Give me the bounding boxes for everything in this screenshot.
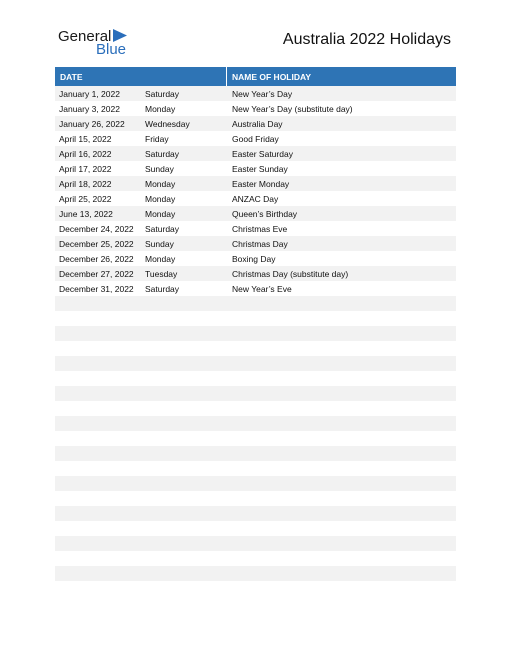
holiday-weekday: Sunday (145, 163, 174, 174)
holiday-name: Australia Day (232, 118, 283, 129)
holiday-weekday: Tuesday (145, 268, 178, 279)
empty-row (55, 356, 456, 371)
table-row (55, 191, 456, 206)
empty-row (55, 521, 456, 536)
holiday-date: April 17, 2022 (59, 163, 112, 174)
holiday-date: January 26, 2022 (59, 118, 125, 129)
empty-row (55, 536, 456, 551)
holiday-name: Easter Saturday (232, 148, 293, 159)
holiday-date: April 25, 2022 (59, 193, 112, 204)
holiday-weekday: Wednesday (145, 118, 190, 129)
holiday-weekday: Monday (145, 193, 176, 204)
holiday-name: Easter Sunday (232, 163, 288, 174)
header-holiday-name: NAME OF HOLIDAY (232, 71, 312, 82)
empty-row (55, 341, 456, 356)
table-body (55, 86, 456, 596)
holiday-weekday: Saturday (145, 283, 180, 294)
empty-row (55, 461, 456, 476)
empty-row (55, 401, 456, 416)
holiday-weekday: Monday (145, 208, 176, 219)
holiday-name: Christmas Day (substitute day) (232, 268, 349, 279)
holiday-name: ANZAC Day (232, 193, 279, 204)
holiday-weekday: Sunday (145, 238, 174, 249)
table-row (55, 176, 456, 191)
empty-row (55, 371, 456, 386)
table-row (55, 206, 456, 221)
empty-row (55, 551, 456, 566)
holiday-weekday: Monday (145, 103, 176, 114)
empty-row (55, 506, 456, 521)
holiday-date: December 24, 2022 (59, 223, 134, 234)
table-row (55, 146, 456, 161)
holiday-weekday: Friday (145, 133, 169, 144)
holiday-date: December 31, 2022 (59, 283, 134, 294)
holiday-date: June 13, 2022 (59, 208, 113, 219)
empty-row (55, 311, 456, 326)
empty-row (55, 296, 456, 311)
holiday-weekday: Saturday (145, 88, 180, 99)
holiday-name: Christmas Eve (232, 223, 288, 234)
table-row (55, 86, 456, 101)
holiday-date: December 25, 2022 (59, 238, 134, 249)
page-title: Australia 2022 Holidays (282, 31, 451, 48)
holiday-weekday: Saturday (145, 223, 180, 234)
holiday-name: Boxing Day (232, 253, 276, 264)
holiday-date: January 1, 2022 (59, 88, 120, 99)
empty-row (55, 566, 456, 581)
empty-row (55, 581, 456, 596)
holiday-date: December 27, 2022 (59, 268, 134, 279)
empty-row (55, 416, 456, 431)
holiday-name: New Year’s Day (232, 88, 293, 99)
brand-logo (58, 26, 138, 60)
holiday-name: Good Friday (232, 133, 279, 144)
holiday-table (55, 67, 456, 596)
table-row (55, 131, 456, 146)
table-row (55, 251, 456, 266)
brand-logo-general: General (58, 28, 112, 45)
holiday-date: April 16, 2022 (59, 148, 112, 159)
holiday-name: Easter Monday (232, 178, 290, 189)
holiday-date: April 18, 2022 (59, 178, 112, 189)
holiday-weekday: Saturday (145, 148, 180, 159)
empty-row (55, 386, 456, 401)
empty-row (55, 446, 456, 461)
empty-row (55, 476, 456, 491)
table-row (55, 116, 456, 131)
table-row (55, 266, 456, 281)
table-row (55, 236, 456, 251)
empty-row (55, 491, 456, 506)
holiday-date: April 15, 2022 (59, 133, 112, 144)
holiday-name: New Year’s Day (substitute day) (232, 103, 353, 114)
table-row (55, 281, 456, 296)
holiday-name: New Year’s Eve (232, 283, 292, 294)
brand-logo-blue: Blue (96, 41, 127, 58)
header-date: DATE (55, 67, 227, 86)
empty-row (55, 326, 456, 341)
table-row (55, 221, 456, 236)
holiday-date: January 3, 2022 (59, 103, 120, 114)
table-row (55, 101, 456, 116)
holiday-name: Christmas Day (232, 238, 288, 249)
holiday-weekday: Monday (145, 178, 176, 189)
table-header (55, 67, 456, 86)
holiday-name: Queen’s Birthday (232, 208, 298, 219)
empty-row (55, 431, 456, 446)
table-row (55, 161, 456, 176)
holiday-weekday: Monday (145, 253, 176, 264)
holiday-date: December 26, 2022 (59, 253, 134, 264)
